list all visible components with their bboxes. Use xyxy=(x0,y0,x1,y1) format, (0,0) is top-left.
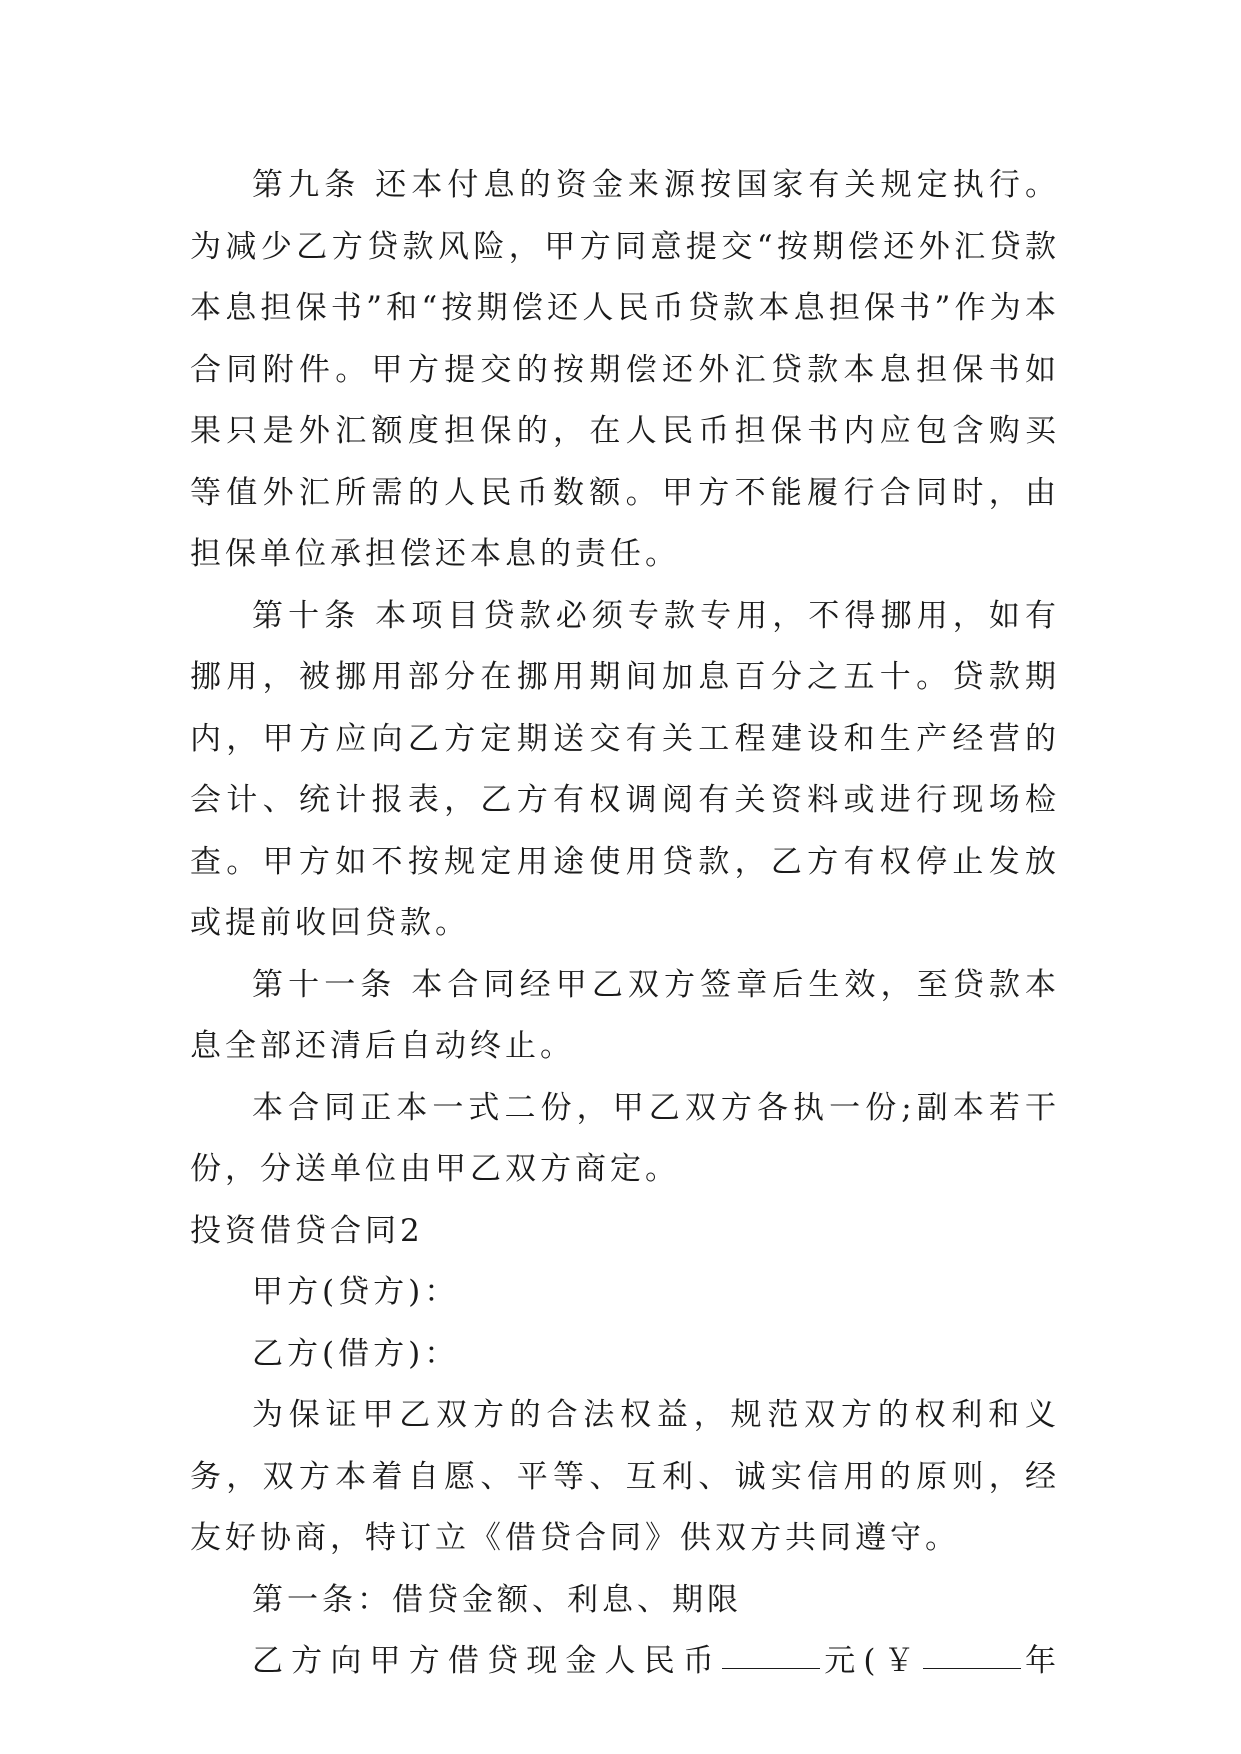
loan-suffix: 年 xyxy=(1020,1643,1060,1679)
preamble-paragraph: 为保证甲乙双方的合法权益，规范双方的权利和义务，双方本着自愿、平等、互利、诚实信用的原则，经友好协商，特订立《借贷合同》供双方共同遵守。 xyxy=(190,1397,1060,1556)
loan-prefix: 乙方向甲方借贷现金人民币 xyxy=(252,1643,723,1679)
article-10-paragraph: 第十条 本项目贷款必须专款专用，不得挪用，如有挪用，被挪用部分在挪用期间加息百分之五十。贷款期内，甲方应向乙方定期送交有关工程建设和生产经营的会计、统计报表，乙方有权调阅有关资料或进行现场检查。甲方如不按规定用途使用贷款，乙方有权停止发放或提前收回贷款。 xyxy=(190,597,1060,941)
article-11-paragraph: 第十一条 本合同经甲乙双方签章后生效，至贷款本息全部还清后自动终止。 xyxy=(190,966,1060,1064)
party-a-line: 甲方(贷方)： xyxy=(252,1274,460,1310)
amount-blank[interactable] xyxy=(722,1667,820,1669)
document-body xyxy=(190,155,1060,1693)
copies-paragraph: 本合同正本一式二份，甲乙双方各执一份;副本若干份，分送单位由甲乙双方商定。 xyxy=(190,1089,1060,1187)
article-9-paragraph: 第九条 还本付息的资金来源按国家有关规定执行。为减少乙方贷款风险，甲方同意提交“按期偿还外汇贷款本息担保书”和“按期偿还人民币贷款本息担保书”作为本合同附件。甲方提交的按期偿还外汇贷款本息担保书如果只是外汇额度担保的，在人民币担保书内应包含购买等值外汇所需的人民币数额。甲方不能履行合同时，由担保单位承担偿还本息的责任。 xyxy=(190,167,1060,572)
amount-figure-blank[interactable] xyxy=(923,1667,1021,1669)
contract-heading: 投资借贷合同2 xyxy=(190,1212,424,1249)
party-b-line: 乙方(借方)： xyxy=(252,1335,460,1372)
article-1-title: 第一条：借贷金额、利息、期限 xyxy=(252,1581,742,1618)
loan-unit: 元(￥ xyxy=(820,1643,923,1679)
loan-amount-line xyxy=(190,1631,1060,1693)
